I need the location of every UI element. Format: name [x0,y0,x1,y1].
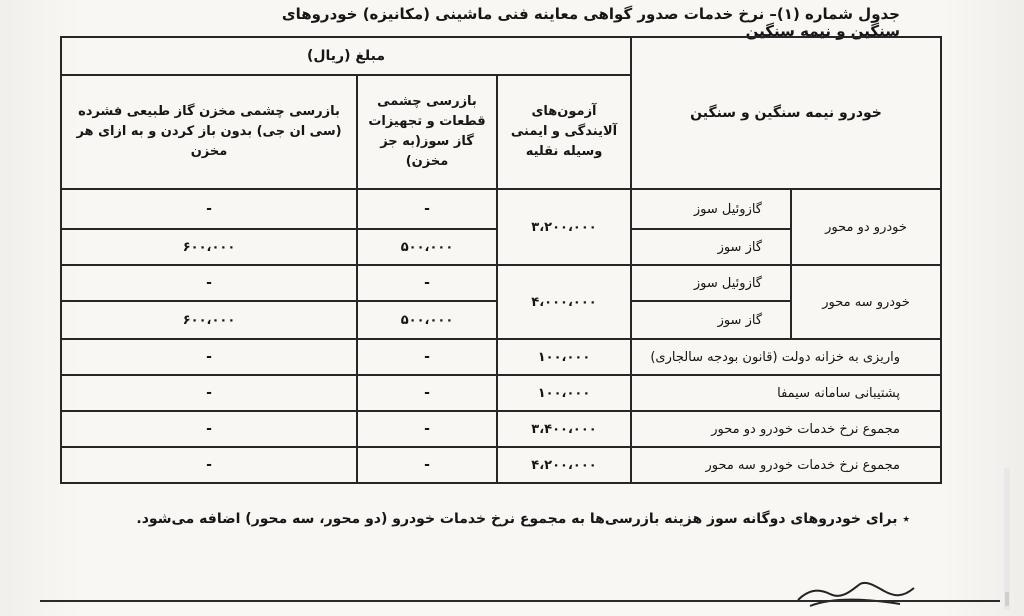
tank-value: ۶۰۰،۰۰۰ [61,301,357,339]
tank-value: - [61,375,357,411]
table-header-row-1 [61,37,941,75]
inspection-value: - [357,375,497,411]
inspection-value: - [357,189,497,229]
tests-value: ۳،۴۰۰،۰۰۰ [497,411,631,447]
fuel-label: گاز سوز [631,229,791,265]
amount-header: مبلغ (ریال) [61,37,631,75]
inspection-value: - [357,447,497,483]
summary-label: پشتیبانی سامانه سیمفا [631,375,941,411]
summary-label: مجموع نرخ خدمات خودرو سه محور [631,447,941,483]
inspection-value: - [357,339,497,375]
fuel-label: گاز سوز [631,301,791,339]
tests-value: ۴،۰۰۰،۰۰۰ [497,265,631,339]
tank-value: - [61,411,357,447]
fuel-label: گازوئیل سوز [631,189,791,229]
tank-value: ۶۰۰،۰۰۰ [61,229,357,265]
inspection-value: - [357,265,497,301]
tank-value: - [61,189,357,229]
tests-header: آزمون‌های آلایندگی و ایمنی وسیله نقلیه [497,75,631,189]
axle-label: خودرو سه محور [791,265,941,339]
table-row [61,339,941,375]
inspection-value: ۵۰۰،۰۰۰ [357,301,497,339]
tests-value: ۴،۲۰۰،۰۰۰ [497,447,631,483]
table-row [61,265,941,301]
services-rate-table-wrapper [60,36,940,484]
document-title: جدول شماره (۱)– نرخ خدمات صدور گواهی معاینه فنی ماشینی (مکانیزه) خودروهای سنگین و نیمه سنگین [281,5,900,40]
inspection-value: - [357,411,497,447]
table-row [61,447,941,483]
summary-label: مجموع نرخ خدمات خودرو دو محور [631,411,941,447]
scanner-watermark-mark [1002,468,1014,610]
vehicle-header: خودرو نیمه سنگین و سنگین [631,37,941,189]
inspection-value: ۵۰۰،۰۰۰ [357,229,497,265]
fuel-label: گازوئیل سوز [631,265,791,301]
table-row [61,375,941,411]
parts-inspection-header: بازرسی چشمی قطعات و تجهیزات گاز سوز(به جز مخزن) [357,75,497,189]
signature-image [790,570,920,610]
services-rate-table [60,36,942,484]
summary-label: واریزی به خزانه دولت (قانون بودجه سالجاری) [631,339,941,375]
tank-value: - [61,265,357,301]
bottom-rule [40,600,1000,602]
axle-label: خودرو دو محور [791,189,941,265]
tank-value: - [61,339,357,375]
table-row [61,411,941,447]
tank-value: - [61,447,357,483]
footnote: ٭ برای خودروهای دوگانه سوز هزینه بازرسی‌ها به مجموع نرخ خدمات خودرو (دو محور، سه محور) اضافه می‌شود. [136,511,910,527]
tank-inspection-header: بازرسی چشمی مخزن گاز طبیعی فشرده (سی ان جی) بدون باز کردن و به ازای هر مخزن [61,75,357,189]
tests-value: ۱۰۰،۰۰۰ [497,375,631,411]
table-row [61,189,941,229]
tests-value: ۱۰۰،۰۰۰ [497,339,631,375]
tests-value: ۳،۲۰۰،۰۰۰ [497,189,631,265]
